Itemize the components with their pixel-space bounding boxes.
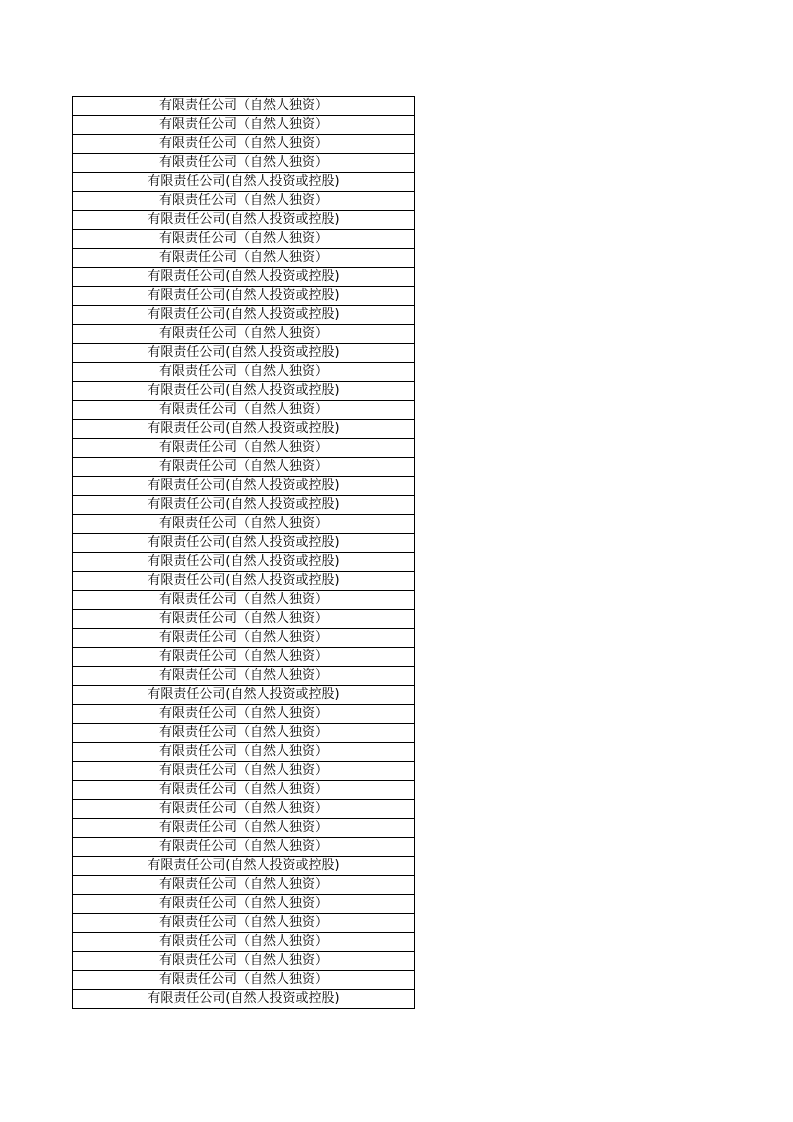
- table-row: [73, 724, 415, 743]
- company-type-cell: 有限责任公司（自然人独资）: [73, 819, 415, 838]
- table-row: [73, 173, 415, 192]
- table-row: [73, 192, 415, 211]
- company-type-cell: 有限责任公司(自然人投资或控股): [73, 990, 415, 1009]
- company-type-cell: 有限责任公司(自然人投资或控股): [73, 496, 415, 515]
- table-row: [73, 325, 415, 344]
- table-row: [73, 819, 415, 838]
- company-type-cell: 有限责任公司(自然人投资或控股): [73, 382, 415, 401]
- table-row: [73, 458, 415, 477]
- company-type-cell: 有限责任公司(自然人投资或控股): [73, 344, 415, 363]
- company-type-cell: 有限责任公司（自然人独资）: [73, 629, 415, 648]
- company-type-cell: 有限责任公司(自然人投资或控股): [73, 306, 415, 325]
- table-row: [73, 116, 415, 135]
- table-row: [73, 344, 415, 363]
- table-row: [73, 515, 415, 534]
- table-row: [73, 496, 415, 515]
- table-row: [73, 287, 415, 306]
- table-row: [73, 268, 415, 287]
- company-type-cell: 有限责任公司(自然人投资或控股): [73, 211, 415, 230]
- table-row: [73, 249, 415, 268]
- table-row: [73, 610, 415, 629]
- table-row: [73, 857, 415, 876]
- company-type-cell: 有限责任公司（自然人独资）: [73, 458, 415, 477]
- table-row: [73, 686, 415, 705]
- table-row: [73, 401, 415, 420]
- company-type-cell: 有限责任公司(自然人投资或控股): [73, 553, 415, 572]
- table-row: [73, 382, 415, 401]
- company-type-cell: 有限责任公司(自然人投资或控股): [73, 686, 415, 705]
- company-type-cell: 有限责任公司（自然人独资）: [73, 667, 415, 686]
- table-row: [73, 534, 415, 553]
- table-row: [73, 135, 415, 154]
- company-type-table: [72, 96, 415, 1009]
- company-type-cell: 有限责任公司(自然人投资或控股): [73, 287, 415, 306]
- table-row: [73, 230, 415, 249]
- table-row: [73, 477, 415, 496]
- company-type-cell: 有限责任公司（自然人独资）: [73, 705, 415, 724]
- company-type-cell: 有限责任公司（自然人独资）: [73, 895, 415, 914]
- company-type-cell: 有限责任公司（自然人独资）: [73, 97, 415, 116]
- table-row: [73, 154, 415, 173]
- table-row: [73, 743, 415, 762]
- company-type-cell: 有限责任公司（自然人独资）: [73, 154, 415, 173]
- company-type-cell: 有限责任公司（自然人独资）: [73, 743, 415, 762]
- table-row: [73, 705, 415, 724]
- company-type-cell: 有限责任公司（自然人独资）: [73, 876, 415, 895]
- company-type-cell: 有限责任公司（自然人独资）: [73, 439, 415, 458]
- company-type-cell: 有限责任公司(自然人投资或控股): [73, 534, 415, 553]
- company-type-cell: 有限责任公司（自然人独资）: [73, 230, 415, 249]
- table-row: [73, 914, 415, 933]
- company-type-cell: 有限责任公司(自然人投资或控股): [73, 268, 415, 287]
- table-row: [73, 363, 415, 382]
- company-type-cell: 有限责任公司（自然人独资）: [73, 591, 415, 610]
- table-row: [73, 629, 415, 648]
- company-type-cell: 有限责任公司（自然人独资）: [73, 515, 415, 534]
- table-row: [73, 211, 415, 230]
- company-type-cell: 有限责任公司（自然人独资）: [73, 933, 415, 952]
- company-type-cell: 有限责任公司（自然人独资）: [73, 363, 415, 382]
- table-row: [73, 97, 415, 116]
- table-row: [73, 971, 415, 990]
- table-row: [73, 553, 415, 572]
- table-row: [73, 800, 415, 819]
- company-type-cell: 有限责任公司（自然人独资）: [73, 971, 415, 990]
- company-type-cell: 有限责任公司（自然人独资）: [73, 914, 415, 933]
- company-type-cell: 有限责任公司（自然人独资）: [73, 800, 415, 819]
- company-type-cell: 有限责任公司（自然人独资）: [73, 116, 415, 135]
- table-row: [73, 667, 415, 686]
- table-row: [73, 990, 415, 1009]
- table-row: [73, 762, 415, 781]
- company-type-cell: 有限责任公司（自然人独资）: [73, 401, 415, 420]
- company-type-cell: 有限责任公司（自然人独资）: [73, 192, 415, 211]
- company-type-cell: 有限责任公司(自然人投资或控股): [73, 477, 415, 496]
- company-type-cell: 有限责任公司（自然人独资）: [73, 648, 415, 667]
- company-type-cell: 有限责任公司（自然人独资）: [73, 781, 415, 800]
- table-row: [73, 952, 415, 971]
- table-row: [73, 648, 415, 667]
- table-body: [73, 97, 415, 1009]
- table-row: [73, 933, 415, 952]
- table-row: [73, 838, 415, 857]
- table-row: [73, 420, 415, 439]
- company-type-cell: 有限责任公司(自然人投资或控股): [73, 857, 415, 876]
- table-row: [73, 439, 415, 458]
- company-type-cell: 有限责任公司(自然人投资或控股): [73, 572, 415, 591]
- table-row: [73, 591, 415, 610]
- company-type-cell: 有限责任公司（自然人独资）: [73, 762, 415, 781]
- company-type-cell: 有限责任公司（自然人独资）: [73, 135, 415, 154]
- company-type-cell: 有限责任公司（自然人独资）: [73, 952, 415, 971]
- company-type-cell: 有限责任公司（自然人独资）: [73, 724, 415, 743]
- table-row: [73, 781, 415, 800]
- company-type-cell: 有限责任公司（自然人独资）: [73, 325, 415, 344]
- table-row: [73, 895, 415, 914]
- company-type-cell: 有限责任公司(自然人投资或控股): [73, 173, 415, 192]
- company-type-cell: 有限责任公司(自然人投资或控股): [73, 420, 415, 439]
- company-type-cell: 有限责任公司（自然人独资）: [73, 610, 415, 629]
- table-row: [73, 306, 415, 325]
- company-type-cell: 有限责任公司（自然人独资）: [73, 838, 415, 857]
- table-row: [73, 876, 415, 895]
- company-type-cell: 有限责任公司（自然人独资）: [73, 249, 415, 268]
- table-row: [73, 572, 415, 591]
